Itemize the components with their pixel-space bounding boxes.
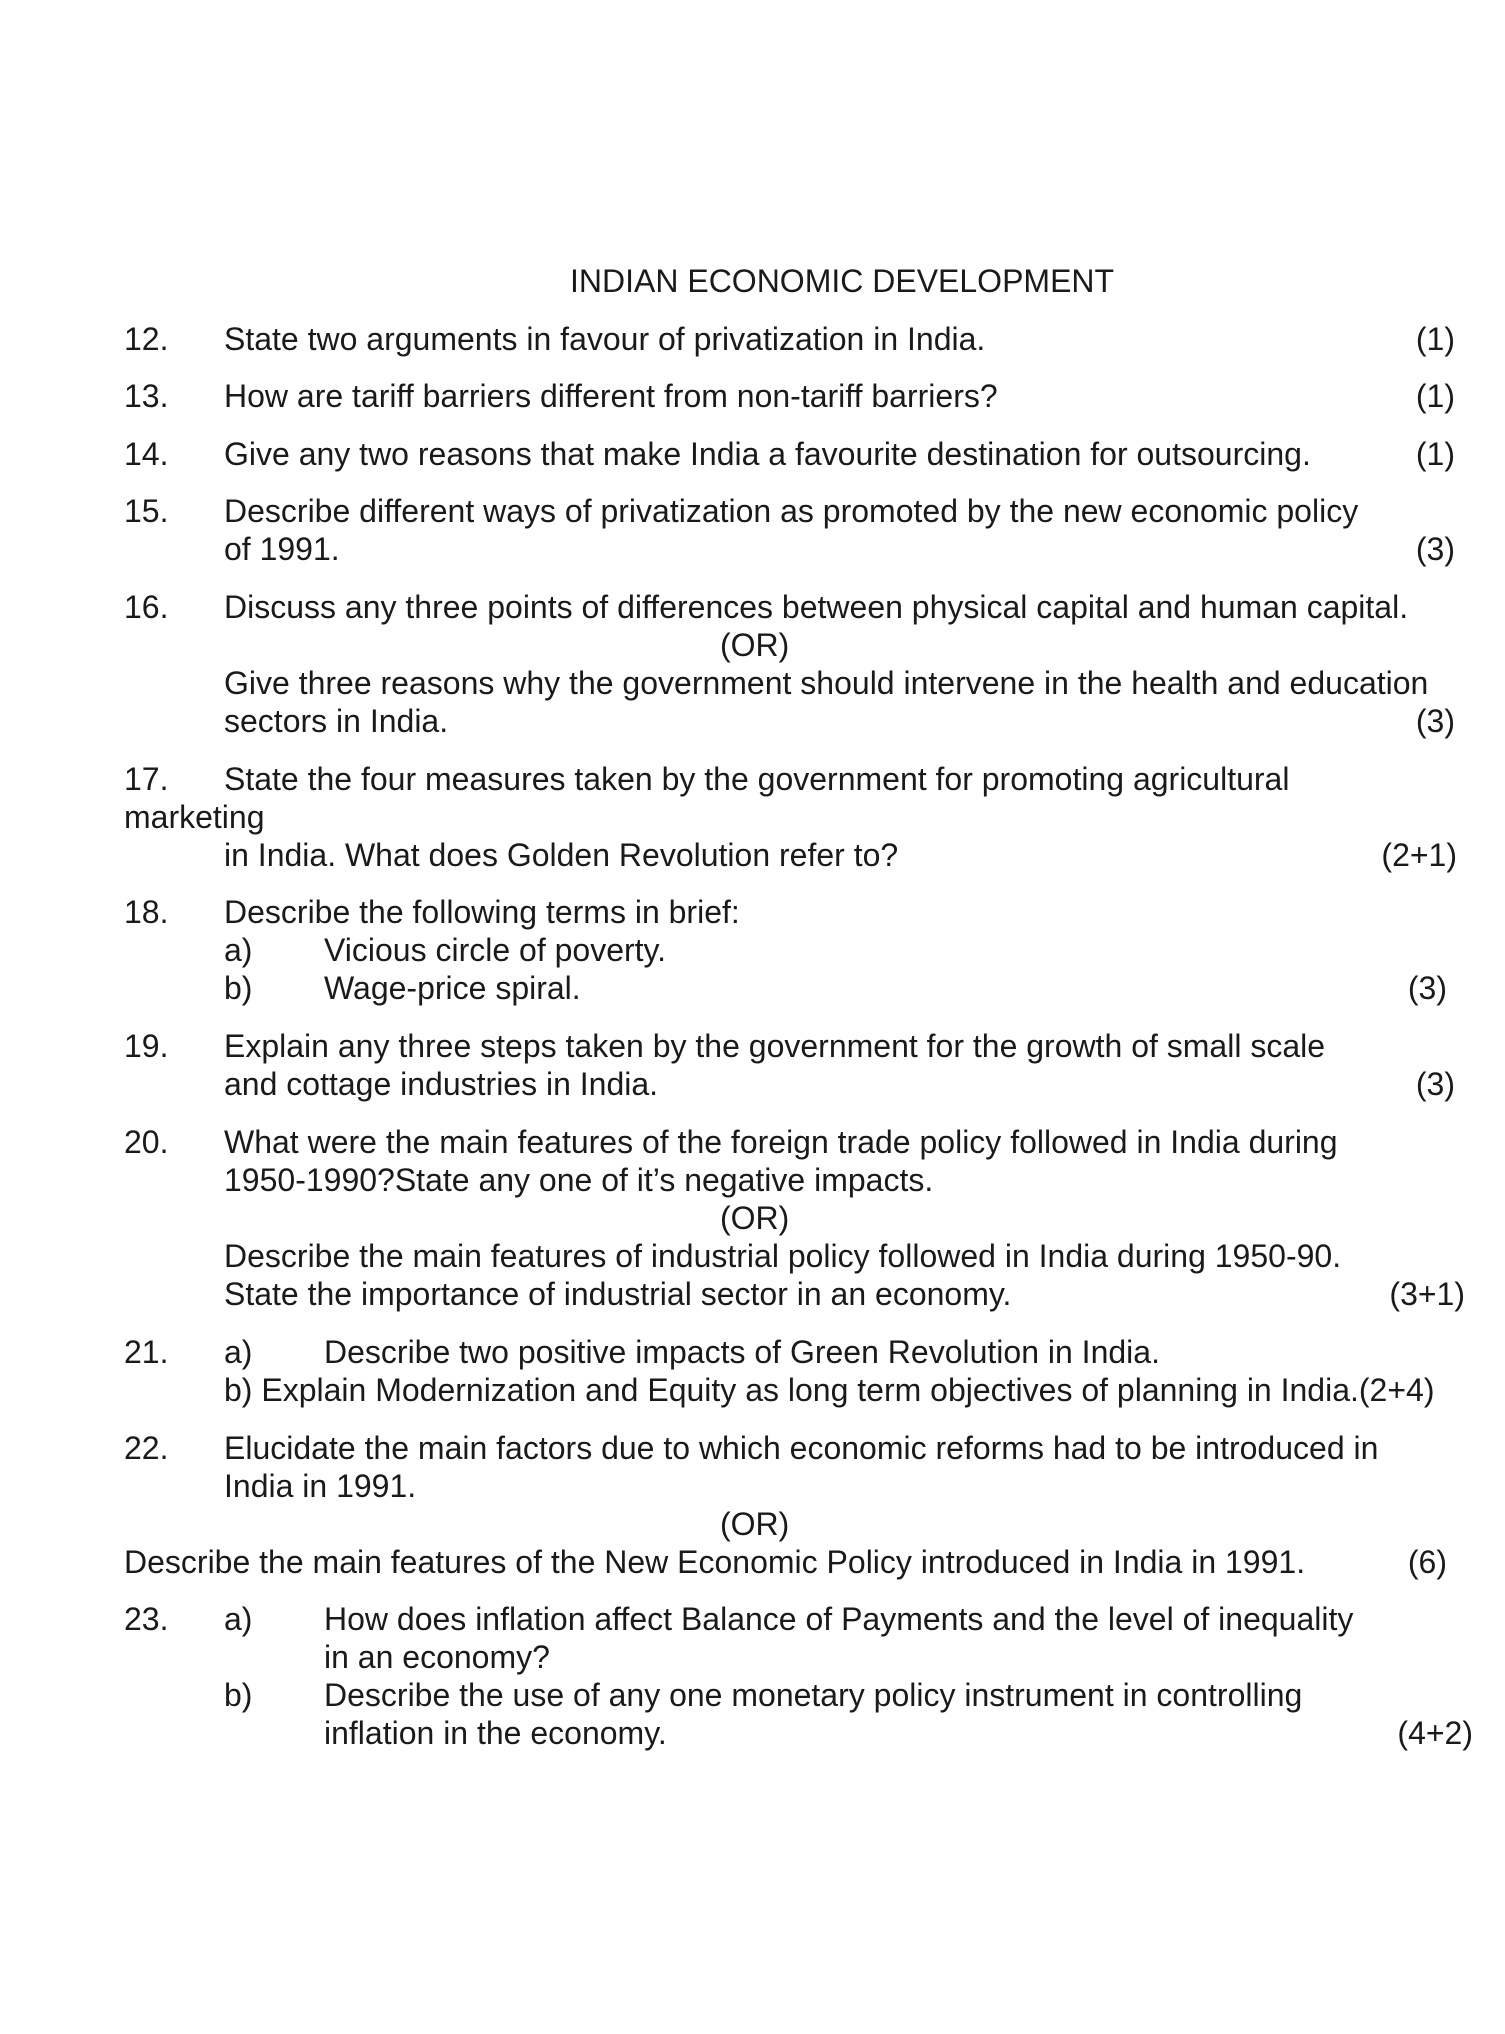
question-number: 18. [124,894,169,930]
question-text-continued: and cottage industries in India. [224,1066,659,1102]
question-text-continued: India in 1991. [224,1468,417,1504]
question-text: Give any two reasons that make India a favourite destination for outsourcing. [224,436,1311,472]
question-text: Elucidate the main factors due to which economic reforms had to be introduced in [224,1430,1379,1466]
or-separator: (OR) [720,1506,790,1542]
question-text-continued: marketing [124,799,265,835]
sub-question-text: How does inflation affect Balance of Payments and the level of inequality [324,1601,1354,1637]
alternative-question-text: Give three reasons why the government should intervene in the health and education [224,665,1429,701]
question-marks: (2+1) [1381,837,1457,873]
sub-question-text: Describe two positive impacts of Green Revolution in India. [324,1334,1160,1370]
question-marks: (6) [1407,1544,1447,1580]
question-marks: (3+1) [1389,1276,1465,1312]
question-marks: (4+2) [1397,1715,1473,1751]
sub-question-label: a) [224,932,253,968]
question-number: 13. [124,378,169,414]
alternative-question-text-continued: State the importance of industrial sector in an economy. [224,1276,1012,1312]
question-text: How are tariff barriers different from non-tariff barriers? [224,378,998,414]
alternative-question-text: Describe the main features of the New Economic Policy introduced in India in 1991. [124,1544,1306,1580]
sub-question-text: Wage-price spiral. [324,970,581,1006]
question-marks: (3) [1415,703,1455,739]
alternative-question-text: Describe the main features of industrial policy followed in India during 1950-90. [224,1238,1342,1274]
question-number: 22. [124,1430,169,1466]
question-marks: (1) [1415,321,1455,357]
question-text: What were the main features of the foreign trade policy followed in India during [224,1124,1338,1160]
question-marks: (3) [1407,970,1447,1006]
question-number: 15. [124,493,169,529]
question-text-continued: 1950-1990?State any one of it’s negative impacts. [224,1162,934,1198]
question-number: 19. [124,1028,169,1064]
question-marks: (1) [1415,436,1455,472]
sub-question-label: b) [224,1677,253,1713]
question-marks: (3) [1415,1066,1455,1102]
question-number: 16. [124,589,169,625]
page-title: INDIAN ECONOMIC DEVELOPMENT [570,263,1115,299]
or-separator: (OR) [720,1200,790,1236]
sub-question-text-with-marks: b) Explain Modernization and Equity as long term objectives of planning in India.(2+4) [224,1372,1435,1408]
question-text: Discuss any three points of differences between physical capital and human capital. [224,589,1409,625]
sub-question-text-continued: in an economy? [324,1639,550,1675]
question-text: State two arguments in favour of privatization in India. [224,321,986,357]
sub-question-label: b) [224,970,253,1006]
alternative-question-text-continued: sectors in India. [224,703,449,739]
or-separator: (OR) [720,627,790,663]
question-marks: (1) [1415,378,1455,414]
question-number: 23. [124,1601,169,1637]
question-number: 20. [124,1124,169,1160]
question-text: State the four measures taken by the government for promoting agricultural [224,761,1290,797]
question-number: 21. [124,1334,169,1370]
sub-question-text: Vicious circle of poverty. [324,932,667,968]
question-marks: (3) [1415,531,1455,567]
sub-question-text: Describe the use of any one monetary policy instrument in controlling [324,1677,1303,1713]
question-text: Describe the following terms in brief: [224,894,740,930]
question-text-continued: in India. What does Golden Revolution refer to? [224,837,899,873]
question-text: Describe different ways of privatization as promoted by the new economic policy [224,493,1359,529]
question-number: 12. [124,321,169,357]
question-text-continued: of 1991. [224,531,340,567]
sub-question-label: a) [224,1601,253,1637]
question-number: 17. [124,761,169,797]
question-number: 14. [124,436,169,472]
question-text: Explain any three steps taken by the government for the growth of small scale [224,1028,1326,1064]
sub-question-label: a) [224,1334,253,1370]
sub-question-text-continued: inflation in the economy. [324,1715,667,1751]
